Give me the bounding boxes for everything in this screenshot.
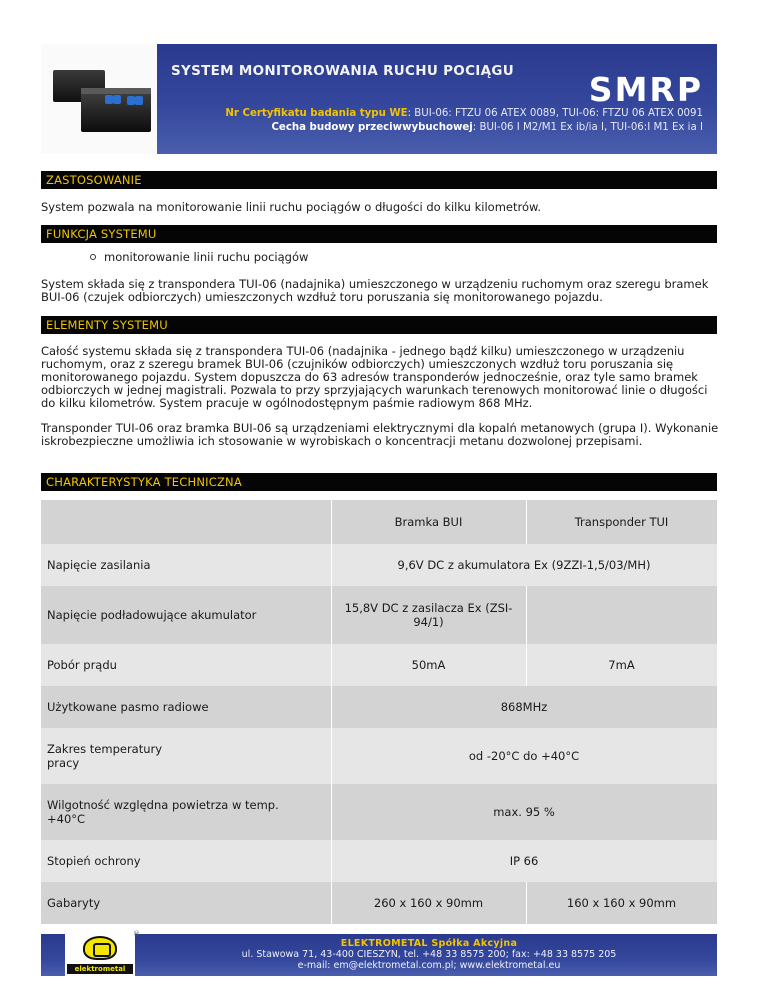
row-label: Napięcie podładowujące akumulator	[47, 608, 257, 622]
column-divider	[526, 882, 527, 924]
row-value-transponder: 7mA	[608, 658, 635, 672]
connector	[135, 96, 143, 105]
row-value-bramka: 15,8V DC z zasilacza Ex (ZSI-94/1)	[344, 601, 513, 629]
column-divider	[526, 500, 527, 544]
column-divider	[331, 784, 332, 840]
column-divider	[331, 728, 332, 784]
row-value: 9,6V DC z akumulatora Ex (9ZZI-1,5/03/MH)	[397, 558, 651, 572]
row-label: Gabaryty	[47, 896, 101, 910]
row-label: Stopień ochrony	[47, 854, 141, 868]
column-divider	[331, 686, 332, 728]
footer-banner	[41, 930, 717, 976]
zastosowanie-text: System pozwala na monitorowanie linii ruchu pociągów o długości do kilku kilometrów.	[41, 200, 542, 214]
registered-mark: ®	[133, 930, 140, 938]
cert-value: : BUI-06: FTZU 06 ATEX 0089, TUI-06: FTZU 06 ATEX 0091	[407, 108, 703, 119]
column-divider	[331, 500, 332, 544]
table-row	[41, 544, 717, 586]
column-divider	[331, 544, 332, 586]
column-header-transponder: Transponder TUI	[574, 515, 669, 529]
column-divider	[526, 644, 527, 686]
connector	[113, 95, 121, 104]
connector	[105, 95, 113, 104]
company-logo	[65, 934, 135, 976]
company-name: ELEKTROMETAL Spółka Akcyjna	[340, 938, 518, 949]
section-heading-funkcja: FUNKCJA SYSTEMU	[41, 225, 717, 243]
row-label: Zakres temperatury pracy	[47, 742, 163, 770]
section-heading-zastosowanie: ZASTOSOWANIE	[41, 171, 717, 189]
row-value: max. 95 %	[493, 805, 555, 819]
certificate-info	[161, 107, 703, 134]
list-item-text: monitorowanie linii ruchu pociągów	[104, 250, 309, 264]
table-row	[41, 728, 717, 784]
column-divider	[331, 882, 332, 924]
row-label: Pobór prądu	[47, 658, 117, 672]
table-row	[41, 882, 717, 924]
company-contact: e-mail: em@elektrometal.com.pl; www.elektrometal.eu	[297, 960, 561, 971]
elementy-text-2: Transponder TUI-06 oraz bramka BUI-06 są urządzeniami elektrycznymi dla kopalń metanowych (grupa I). Wykonanie iskrobezpieczne umożliwia ich stosowanie w wyrobiskach o koncentracji metanu dozwolonej przepisami.	[41, 421, 719, 448]
row-label: Wilgotność względna powietrza w temp. +40°C	[47, 798, 279, 826]
explosion-label: Cecha budowy przeciwwybuchowej	[271, 122, 473, 133]
row-label: Użytkowane pasmo radiowe	[47, 700, 209, 714]
product-photo	[41, 44, 157, 154]
table-row	[41, 686, 717, 728]
spec-table	[41, 500, 717, 924]
row-value-transponder: 160 x 160 x 90mm	[566, 896, 677, 910]
row-label: Napięcie zasilania	[47, 558, 151, 572]
row-value-bramka: 260 x 160 x 90mm	[373, 896, 484, 910]
logo-emblem-icon	[83, 936, 117, 960]
explosion-value: : BUI-06 I M2/M1 Ex ib/ia I, TUI-06:I M1 Ex ia I	[472, 122, 703, 133]
header-banner	[41, 44, 717, 154]
section-heading-elementy: ELEMENTY SYSTEMU	[41, 316, 717, 334]
logo-wordmark: elektrometal	[67, 964, 133, 974]
column-header-bramka: Bramka BUI	[394, 515, 463, 529]
column-divider	[331, 644, 332, 686]
cert-label: Nr Certyfikatu badania typu WE	[225, 108, 408, 119]
column-divider	[331, 840, 332, 882]
company-address: ul. Stawowa 71, 43-400 CIESZYN, tel. +48 33 8575 200; fax: +48 33 8575 205	[241, 949, 617, 960]
list-item	[90, 251, 308, 264]
table-row	[41, 784, 717, 840]
section-heading-charakterystyka: CHARAKTERYSTYKA TECHNICZNA	[41, 473, 717, 491]
row-value-transponder	[526, 586, 717, 644]
bullet-icon	[90, 254, 96, 260]
column-divider	[526, 586, 527, 644]
elementy-text-1: Całość systemu składa się z transpondera TUI-06 (nadajnika - jednego bądź kilku) umieszczonego w urządzeniu ruchomym, oraz z szeregu bramek BUI-06 (czujników odbiorczych) umieszczonych wzdłuż toru poruszania się monitorowanego pojazdu. System dopuszcza do 63 adresów transponderów jednocześnie, oraz tyle samo bramek odbiorczych w jednej magistrali. Pozwala to przy sprzyjających warunkach terenowych monitorować linie o długości do kilku kilometrów. System pracuje w ogólnodostępnym paśmie radiowym 868 MHz.	[41, 344, 708, 410]
table-row	[41, 840, 717, 882]
connector	[127, 96, 135, 105]
footer-contact	[141, 938, 717, 971]
table-header-row	[41, 500, 717, 544]
row-value: IP 66	[509, 854, 539, 868]
column-divider	[331, 586, 332, 644]
table-row	[41, 644, 717, 686]
row-value: 868MHz	[500, 700, 548, 714]
page-title: SYSTEM MONITOROWANIA RUCHU POCIĄGU	[171, 63, 514, 79]
row-value-bramka: 50mA	[411, 658, 446, 672]
row-value: od -20°C do +40°C	[468, 749, 580, 763]
table-row	[41, 586, 717, 644]
funkcja-text: System składa się z transpondera TUI-06 (nadajnika) umieszczonego w urządzeniu ruchomym oraz szeregu bramek BUI-06 (czujek odbiorczych) umieszczonych wzdłuż toru poruszania się monitorowanego pojazdu.	[41, 277, 709, 304]
brand-acronym: SMRP	[588, 70, 703, 109]
